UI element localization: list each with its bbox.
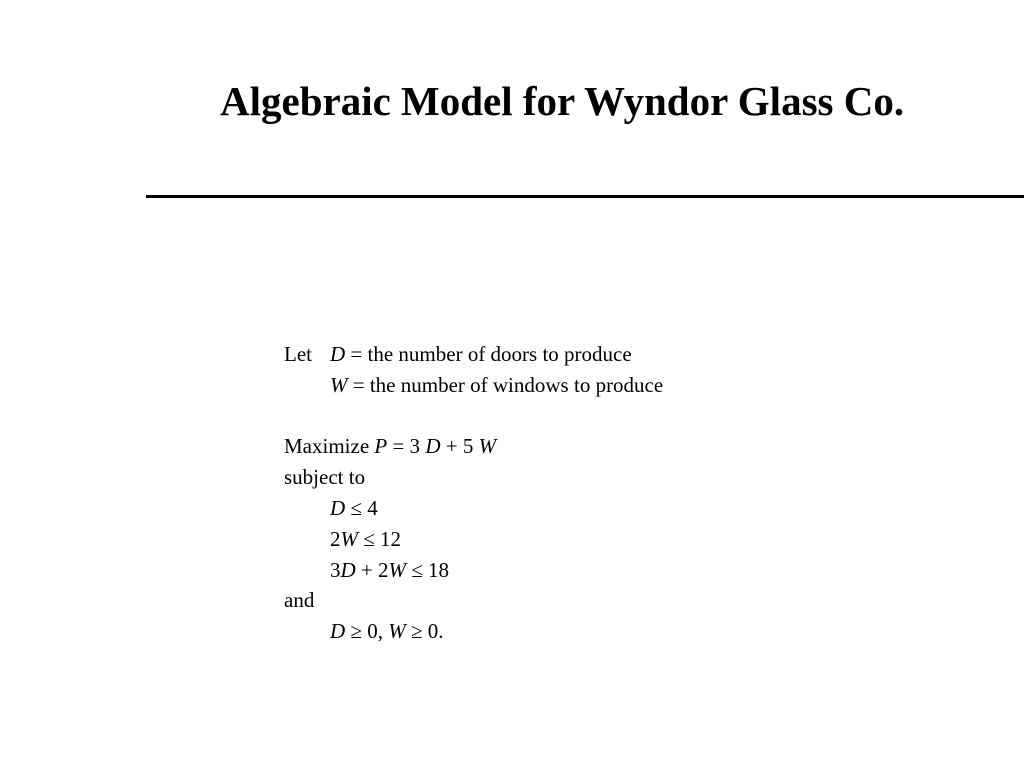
definition-doors-text: = the number of doors to produce <box>345 342 632 366</box>
math-variable: W <box>478 434 497 459</box>
definition-line-windows <box>284 370 663 401</box>
constraint-3 <box>284 555 663 586</box>
math-variable: P <box>374 434 388 459</box>
math-text: ≥ 0. <box>405 619 444 644</box>
math-variable: W <box>340 526 358 551</box>
and-label: and <box>284 588 315 613</box>
model-body <box>284 339 663 647</box>
definition-windows-text: = the number of windows to produce <box>347 372 664 397</box>
math-variable: D <box>340 557 356 582</box>
math-variable: D <box>425 434 441 459</box>
objective-expression <box>374 434 496 458</box>
nonnegativity-constraint <box>284 616 663 647</box>
constraint-1 <box>284 493 663 524</box>
math-text: ≤ 4 <box>345 495 378 520</box>
variable-w: W <box>330 372 348 397</box>
math-variable: W <box>388 619 406 644</box>
math-text: 3 <box>330 557 341 582</box>
subject-to-label: subject to <box>284 465 366 490</box>
spacer <box>284 401 663 432</box>
math-text: + 5 <box>440 434 479 459</box>
objective-label: Maximize <box>284 434 375 459</box>
title-divider <box>146 195 1024 198</box>
math-text: ≤ 12 <box>358 526 402 551</box>
math-text: 2 <box>330 526 341 551</box>
math-text: ≤ 18 <box>406 557 450 582</box>
math-variable: D <box>330 495 346 520</box>
let-word: Let <box>284 342 312 366</box>
math-text: + 2 <box>355 557 389 582</box>
definition-line-doors <box>284 339 663 370</box>
objective-line <box>284 431 663 462</box>
constraint-2 <box>284 524 663 555</box>
math-variable: D <box>330 619 346 644</box>
slide-title: Algebraic Model for Wyndor Glass Co. <box>220 78 905 124</box>
math-text: = 3 <box>387 434 426 459</box>
math-text: ≥ 0, <box>345 619 389 644</box>
variable-d: D <box>330 342 346 366</box>
math-variable: W <box>388 557 407 582</box>
